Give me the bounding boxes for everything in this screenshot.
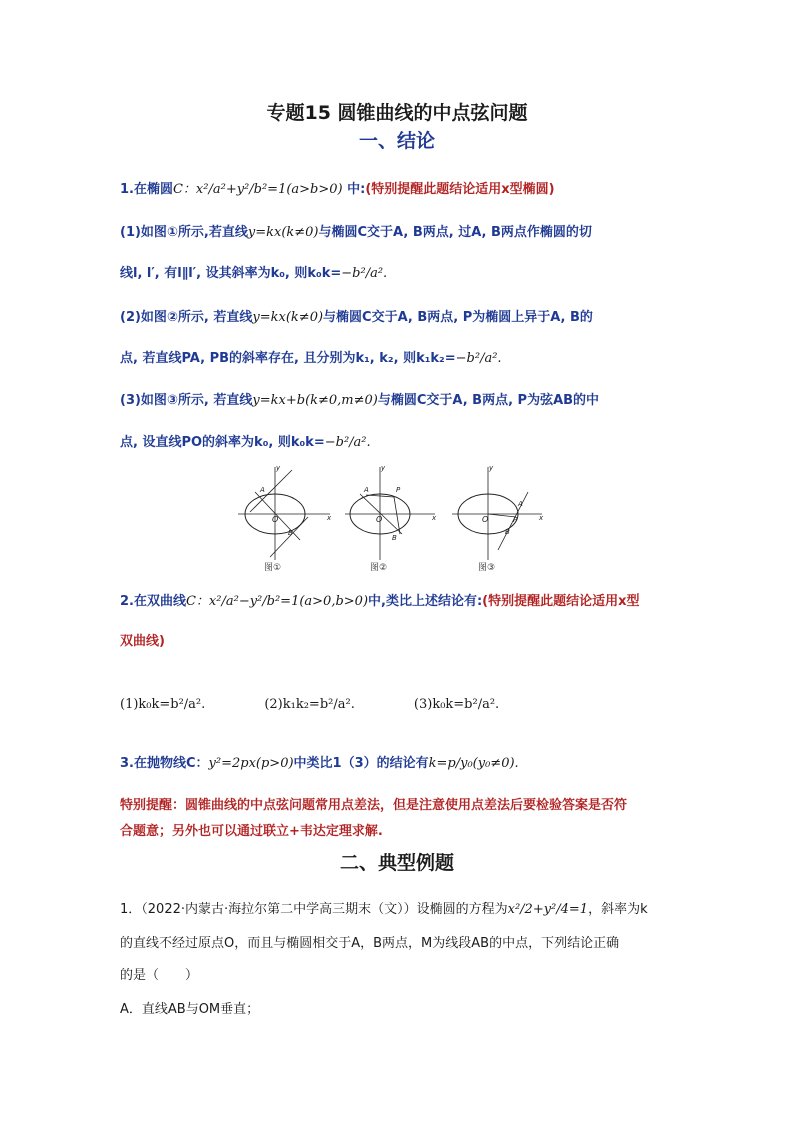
sub3-equation: y=kx+b(k≠0,m≠0)	[252, 393, 378, 408]
item2-result-2: (2)k₁k₂=b²/a².	[264, 697, 355, 712]
item3-lead: 3.在抛物线C：	[120, 756, 209, 771]
sub3-text-b: 与椭圆C交于A, B两点, P为弦AB的中	[377, 393, 600, 408]
remark-line2: 合题意；另外也可以通过联立+韦达定理求解.	[120, 824, 383, 839]
item2-result-1: (1)k₀k=b²/a².	[120, 697, 206, 712]
sub1-text-b: 与椭圆C交于A, B两点, 过A, B两点作椭圆的切	[318, 225, 592, 240]
sub3-result: −b²/a².	[324, 435, 371, 450]
item2-note: (特别提醒此题结论适用x型	[482, 594, 640, 609]
section-heading-conclusions: 一、结论	[358, 130, 435, 152]
svg-text:y: y	[381, 464, 386, 472]
example1-line2: 的直线不经过原点O，而且与椭圆相交于A，B两点，M为线段AB的中点，下列结论正确	[120, 936, 620, 951]
ellipse-figures	[230, 462, 560, 572]
sub2-result: −b²/a².	[455, 351, 502, 366]
example1-equation: x²/2+y²/4=1	[507, 902, 589, 917]
svg-text:A: A	[364, 486, 369, 494]
item2-line2: 双曲线)	[120, 634, 165, 649]
section-heading-examples: 二、典型例题	[339, 852, 454, 874]
item3-line	[120, 752, 680, 771]
item2-results	[120, 697, 680, 712]
svg-text:x: x	[539, 514, 544, 522]
item2-result-3: (3)k₀k=b²/a².	[413, 697, 500, 712]
svg-text:B: B	[505, 528, 510, 536]
sub2-text-b: 与椭圆C交于A, B两点, P为椭圆上异于A, B的	[323, 310, 593, 325]
svg-text:A: A	[518, 500, 523, 508]
item1-lead: 1.在椭圆	[120, 182, 173, 197]
svg-text:y: y	[276, 464, 281, 472]
sub3-line2	[120, 431, 680, 450]
figure-1-caption: 图①	[264, 563, 282, 572]
sub3-text-a: (3)如图③所示, 若直线	[120, 393, 253, 408]
svg-text:B: B	[288, 529, 293, 537]
sub1-line2	[120, 262, 680, 281]
figure-3	[452, 464, 544, 572]
sub2-text-a: (2)如图②所示, 若直线	[120, 310, 253, 325]
item3-mid: 中类比1（3）的结论有	[293, 756, 429, 771]
item1-note: (特别提醒此题结论适用x型椭圆)	[365, 182, 555, 197]
item2-line1	[120, 590, 680, 609]
figure-1	[238, 464, 332, 572]
example1-line3: 的是（ ）	[120, 968, 199, 983]
sub2-line2	[120, 347, 680, 366]
figure-3-caption: 图③	[478, 563, 496, 572]
figure-2	[345, 464, 437, 572]
item3-result: k=p/y₀(y₀≠0).	[428, 756, 519, 771]
figure-2-caption: 图②	[370, 563, 388, 572]
sub1-text-c: 线l, l′, 有l∥l′, 设其斜率为k₀, 则k₀k=	[120, 266, 342, 281]
item2-condition: C：x²/a²−y²/b²=1(a>0,b>0)	[185, 594, 369, 609]
sub1-line1	[120, 221, 680, 240]
sub2-text-c: 点, 若直线PA, PB的斜率存在, 且分别为k₁, k₂, 则k₁k₂=	[120, 351, 456, 366]
example1-line1	[120, 898, 680, 917]
sub2-line1	[120, 306, 680, 325]
sub3-line1	[120, 389, 680, 408]
item1-condition: C：x²/a²+y²/b²=1(a>b>0)	[172, 182, 343, 197]
svg-text:B: B	[392, 534, 397, 542]
svg-text:y: y	[489, 464, 494, 472]
svg-text:O: O	[376, 515, 383, 524]
example1-option-a[interactable]: A．直线AB与OM垂直；	[120, 1002, 260, 1017]
sub1-equation: y=kx(k≠0)	[247, 225, 319, 240]
svg-text:x: x	[327, 514, 332, 522]
example1-text-a: 1．（2022·内蒙古·海拉尔第二中学高三期末（文））设椭圆的方程为	[120, 902, 508, 917]
sub3-text-c: 点, 设直线PO的斜率为k₀, 则k₀k=	[120, 435, 325, 450]
item1-line	[120, 178, 680, 197]
sub2-equation: y=kx(k≠0)	[252, 310, 324, 325]
item1-colon: 中:	[347, 182, 366, 197]
svg-text:P: P	[513, 516, 518, 524]
svg-text:P: P	[396, 486, 401, 494]
svg-text:O: O	[482, 515, 489, 524]
remark-line1: 特别提醒：圆锥曲线的中点弦问题常用点差法，但是注意使用点差法后要检验答案是否符	[120, 798, 628, 813]
sub1-result: −b²/a².	[341, 266, 388, 281]
svg-text:x: x	[432, 514, 437, 522]
page-title: 专题15 圆锥曲线的中点弦问题	[266, 102, 528, 124]
item2-mid: 中,类比上述结论有:	[368, 594, 483, 609]
item3-equation: y²=2px(p>0)	[208, 756, 294, 771]
item2-lead: 2.在双曲线	[120, 594, 186, 609]
svg-text:A: A	[260, 486, 265, 494]
example1-text-b: ，斜率为k	[588, 902, 648, 917]
sub1-text-a: (1)如图①所示,若直线	[120, 225, 248, 240]
svg-text:O: O	[272, 515, 279, 524]
